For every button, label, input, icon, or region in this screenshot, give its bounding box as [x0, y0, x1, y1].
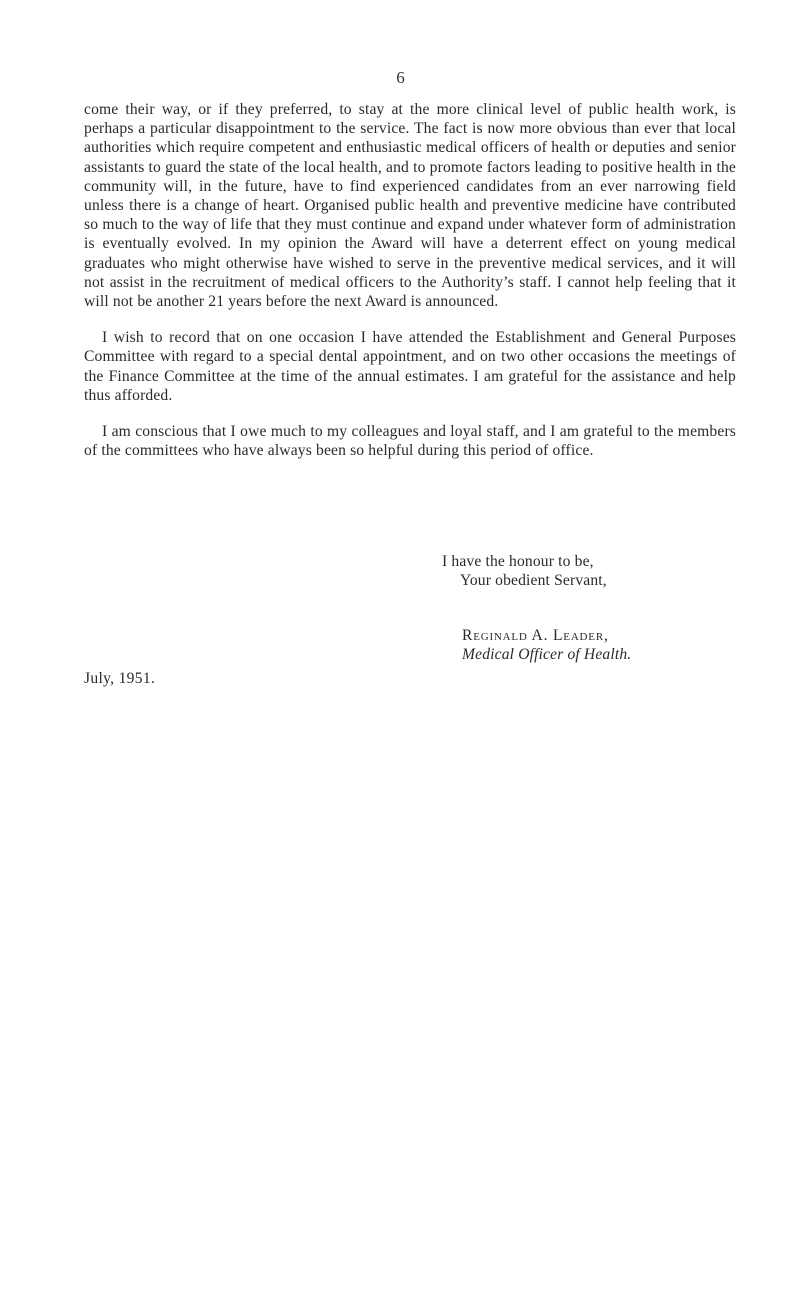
paragraph-meetings: I wish to record that on one occasion I have attended the Establishment and General Purposes Committee with regard to a special dental appointment, and on two other occasions the meetings of the Finance Committee at the time of the annual estimates. I am grateful for the assistance and help thus afforded. — [84, 329, 736, 404]
signatory-name: Reginald A. Leader, — [462, 627, 609, 644]
closing-line-servant: Your obedient Servant, — [460, 572, 607, 590]
closing-salutation — [442, 552, 607, 590]
letter-date: July, 1951. — [84, 670, 156, 687]
paragraph-acknowledgement: I am conscious that I owe much to my colleagues and loyal staff, and I am grateful to the members of the committees who have always been so helpful during this period of office. — [84, 423, 736, 460]
letter-body — [84, 100, 736, 477]
page-number: 6 — [396, 68, 405, 87]
signature-block — [462, 627, 631, 664]
paragraph-continuation: come their way, or if they preferred, to stay at the more clinical level of public health work, is perhaps a particular disappointment to the service. The fact is now more obvious than ever that local authorities which require competent and enthusiastic medical officers of health or deputies and senior assistants to guard the state of the local health, and to promote factors leading to positive health in the community will, in the future, have to find experienced candidates from an ever narrowing field unless there is a change of heart. Organised public health and preventive medicine have contributed so much to the way of life that they must continue and expand under whatever form of administration is eventually evolved. In my opinion the Award will have a deterrent effect on young medical graduates who might otherwise have wished to serve in the preventive medical services, and it will not assist in the recruitment of medical officers to the Authority’s staff. I cannot help feeling that it will not be another 21 years before the next Award is announced. — [84, 101, 736, 311]
signatory-title: Medical Officer of Health. — [462, 645, 632, 663]
closing-line-honour: I have the honour to be, — [442, 553, 594, 570]
